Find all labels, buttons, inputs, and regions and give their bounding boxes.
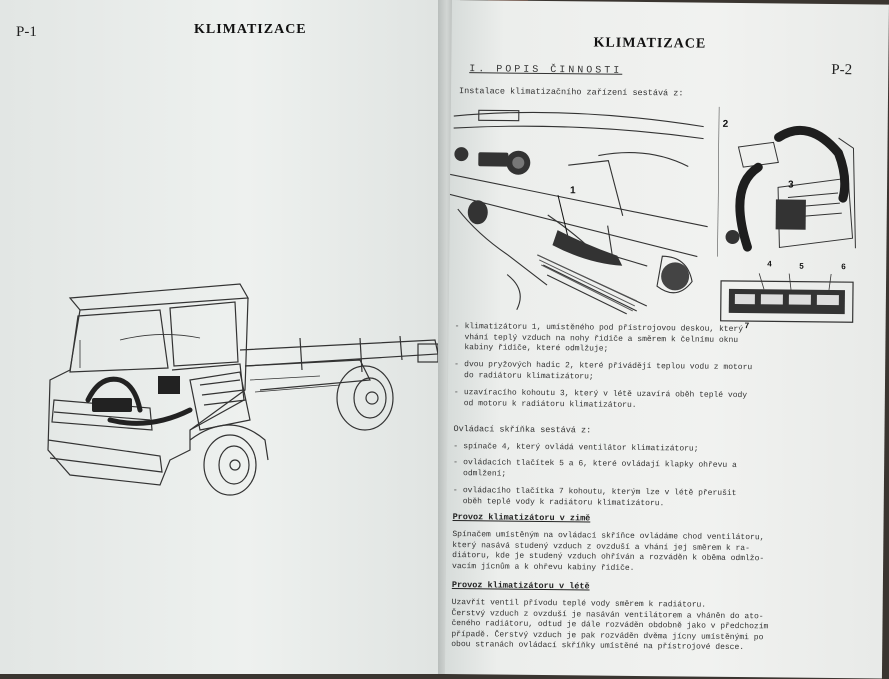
- right-page: [445, 0, 889, 679]
- intro-text: Instalace klimatizačního zařízení sestává z:: [458, 86, 684, 99]
- summer-operation-text: Uzavřít ventil přívodu teplé vody směrem k radiátoru. Čerstvý vzduch z ovzduší je nasáván ventilátorem a vháněn do ato- čeného radiátoru, odtud je dále rozváděn obdobně jako v předchozím případě. Čerstvý vzduch je pak rozváděn dvěma jícny umístěnými po obou stranách ovládací skříňky umístěné na přístrojové desce.: [451, 598, 769, 653]
- section-title: I. POPIS ČINNOSTI: [469, 64, 623, 77]
- callout-4: 4: [767, 259, 772, 269]
- callout-3: 3: [788, 179, 794, 191]
- dashboard-heater-figure: [447, 104, 719, 317]
- list-item: - spínače 4, který ovládá ventilátor klimatizátoru;: [453, 442, 699, 454]
- callout-1: 1: [569, 185, 576, 197]
- callout-7: 7: [744, 321, 750, 331]
- summer-operation-title: Provoz klimatizátoru v létě: [451, 580, 590, 592]
- list-item: - ovládacího tlačítka 7 kohoutu, kterým lze v létě přerušit oběh teplé vody k radiátoru klimatizátoru.: [452, 486, 737, 508]
- list-item: - ovládacích tlačítek 5 a 6, které ovládají klapky ohřevu a odmlžení;: [453, 458, 737, 479]
- page-number-left: P-1: [16, 24, 37, 40]
- callout-6: 6: [841, 262, 846, 272]
- winter-operation-title: Provoz klimatizátoru v zimě: [452, 512, 591, 524]
- truck-chassis-illustration: [40, 280, 440, 510]
- callout-5: 5: [799, 261, 804, 271]
- page-heading-right: KLIMATIZACE: [593, 35, 707, 52]
- list-item: - dvou pryžových hadic 2, které přivádějí teplou vodu z motoru do radiátoru klimatizátoru;: [454, 360, 753, 382]
- controls-intro: Ovládací skříňka sestává z:: [453, 424, 592, 436]
- list-item: - klimatizátoru 1, umístěného pod přístrojovou deskou, který vhání teplý vzduch na nohy řidiče a směrem k čelnímu oknu kabiny řidiče, které odmlžuje;: [454, 322, 744, 354]
- winter-operation-text: Spínačem umístěným na ovládací skříňce ovládáme chod ventilátoru, který nasává studený vzduch z ovzduší a vhání jej směrem k ra- diátoru, kde je studený vzduch ohříván a rozváděn k oběma odmlžo- vacím jícnům a k ohřevu kabiny řidiče.: [452, 530, 765, 573]
- page-heading-left: KLIMATIZACE: [194, 22, 307, 37]
- callout-2: 2: [722, 118, 729, 130]
- controls-list: [452, 442, 873, 508]
- list-item: - uzavíracího kohoutu 3, který v létě uzavírá oběh teplé vody od motoru k radiátoru klimatizátoru.: [453, 388, 748, 410]
- page-number-right: P-2: [831, 61, 853, 79]
